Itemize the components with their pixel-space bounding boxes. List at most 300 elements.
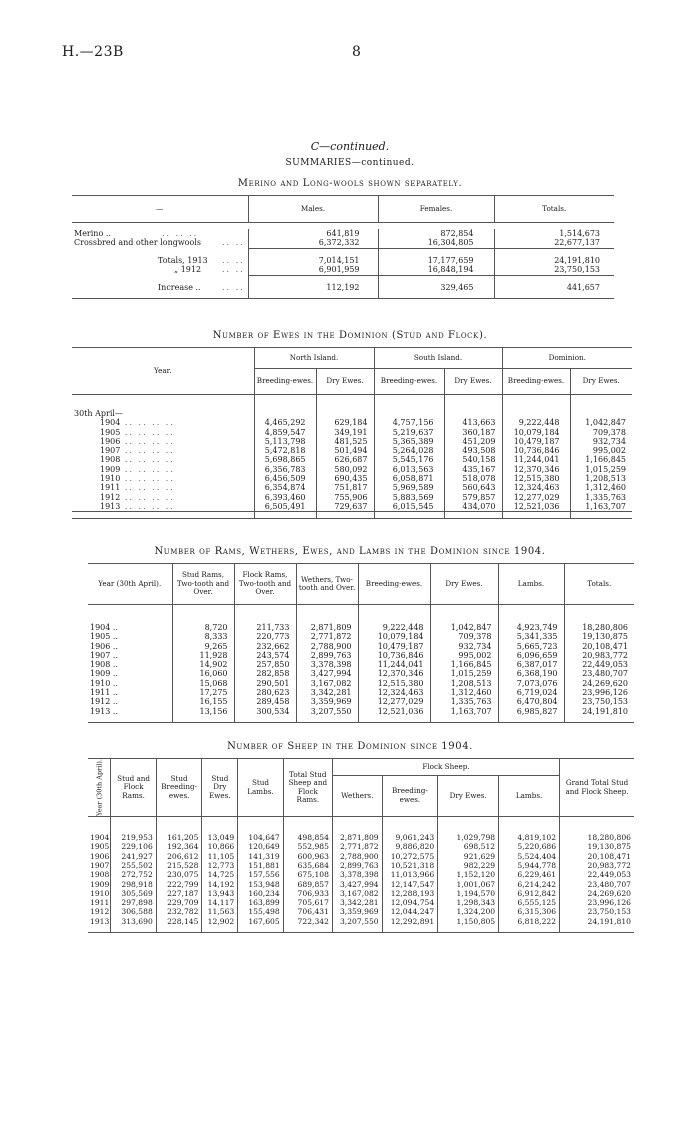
table3-head: Year (30th April). [98, 578, 162, 588]
table-row [88, 707, 634, 716]
cell-females: 16,304,805 [378, 238, 494, 248]
cell-value: 104,647 [238, 833, 283, 842]
row-year: 1905 .. .. .. .. [100, 427, 175, 437]
table2-head-north: North Island. [254, 348, 374, 369]
cell-value: 219,953 [111, 833, 156, 842]
cell-value: 11,244,041 [358, 660, 430, 669]
cell-value: 4,923,749 [498, 623, 564, 632]
cell-value: 2,771,872 [332, 842, 382, 851]
row-year: 1910 .. .. .. .. [100, 474, 175, 484]
cell-value: 579,857 [444, 493, 502, 502]
cell-value: 229,106 [111, 842, 156, 851]
cell-totals: 1,514,673 [494, 229, 614, 238]
cell-value: 297,898 [111, 898, 156, 907]
table-row [88, 660, 634, 669]
cell-value: 160,234 [238, 889, 283, 898]
table-row [72, 265, 614, 275]
table-row [88, 623, 634, 632]
cell-value: 751,817 [316, 483, 374, 492]
row-label: Merino .. [74, 229, 111, 238]
table2-sub: Breeding-ewes. [374, 369, 444, 395]
cell-value: 12,324,463 [502, 483, 570, 492]
table2-sub: Dry Ewes. [444, 369, 502, 395]
cell-value: 11,013,966 [382, 870, 438, 879]
cell-value: 6,818,222 [499, 917, 560, 926]
cell-value: 1,015,259 [430, 669, 498, 678]
row-dots: .. .. [222, 283, 245, 293]
cell-value: 5,883,569 [374, 493, 444, 502]
cell-value: 289,458 [234, 697, 296, 706]
year-value: 1906 [100, 436, 121, 446]
merino-longwools-table [72, 195, 614, 299]
table1-head-females: Females. [378, 196, 494, 223]
cell-value: 305,569 [111, 889, 156, 898]
cell-value: 1,324,200 [438, 907, 499, 916]
cell-value: 689,857 [283, 880, 332, 889]
table4-head-flock-col: Wethers. [332, 775, 382, 816]
cell-value: 228,145 [156, 917, 202, 926]
cell-value: 6,470,804 [498, 697, 564, 706]
cell-value: 1,150,805 [438, 917, 499, 926]
cell-value: 6,214,242 [499, 880, 560, 889]
cell-value: 163,899 [238, 898, 283, 907]
row-year: 1910 [90, 888, 110, 898]
cell-females: 16,848,194 [378, 265, 494, 275]
cell-value: 2,899,763 [296, 651, 358, 660]
cell-value: 12,147,547 [382, 880, 438, 889]
table2-sub: Breeding-ewes. [502, 369, 570, 395]
table-row [72, 238, 614, 248]
cell-value: 20,983,772 [564, 651, 634, 660]
cell-value: 11,563 [202, 907, 238, 916]
table4-head-flock-col: Lambs. [499, 775, 560, 816]
row-year: 1904 .. .. .. .. [100, 418, 175, 428]
row-dots: .. .. .. [162, 229, 199, 238]
cell-value: 10,479,187 [358, 642, 430, 651]
document-reference: H.—23B [62, 44, 124, 60]
cell-males: 112,192 [248, 283, 378, 299]
cell-value: 298,918 [111, 880, 156, 889]
cell-value: 560,643 [444, 483, 502, 492]
cell-value: 2,771,872 [296, 632, 358, 641]
cell-value: 15,068 [172, 679, 234, 688]
cell-value: 705,617 [283, 898, 332, 907]
cell-value: 17,275 [172, 688, 234, 697]
cell-females: 329,465 [378, 283, 494, 299]
table-row [88, 898, 634, 907]
cell-value: 349,191 [316, 428, 374, 437]
cell-value: 12,277,029 [358, 697, 430, 706]
table-row [88, 679, 634, 688]
cell-value: 9,886,820 [382, 842, 438, 851]
cell-value: 1,015,259 [570, 465, 632, 474]
cell-value: 12,094,754 [382, 898, 438, 907]
row-year: 1907 .. .. .. .. [100, 446, 175, 456]
cell-value: 5,524,404 [499, 852, 560, 861]
table1-head-blank: — [156, 203, 164, 213]
cell-value: 192,364 [156, 842, 202, 851]
cell-value: 20,983,772 [560, 861, 634, 870]
cell-value: 151,881 [238, 861, 283, 870]
cell-value: 232,662 [234, 642, 296, 651]
row-dots: .. .. [222, 256, 245, 266]
table-row [72, 418, 632, 427]
cell-value: 13,156 [172, 707, 234, 716]
table1-head-totals: Totals. [494, 196, 614, 223]
cell-value: 921,629 [438, 852, 499, 861]
cell-value: 5,698,865 [254, 455, 316, 464]
cell-value: 22,449,053 [560, 870, 634, 879]
cell-value: 2,899,763 [332, 861, 382, 870]
row-year: 1909 .. .. .. .. [100, 464, 175, 474]
cell-value: 10,272,575 [382, 852, 438, 861]
cell-value: 120,649 [238, 842, 283, 851]
row-year: 1904 .. [90, 623, 118, 632]
cell-value: 9,061,243 [382, 833, 438, 842]
cell-value: 3,427,994 [332, 880, 382, 889]
cell-value: 229,709 [156, 898, 202, 907]
cell-value: 215,528 [156, 861, 202, 870]
cell-value: 5,113,798 [254, 437, 316, 446]
table-end [72, 512, 632, 519]
row-dots: .. .. [222, 238, 245, 248]
cell-value: 3,378,398 [296, 660, 358, 669]
cell-value: 300,534 [234, 707, 296, 716]
table3-head: Totals. [564, 564, 634, 605]
cell-value: 12,277,029 [502, 493, 570, 502]
table-row [88, 688, 634, 697]
table4-head-stud: Stud and Flock Rams. [111, 759, 156, 817]
cell-value: 230,075 [156, 870, 202, 879]
cell-value: 3,167,082 [296, 679, 358, 688]
cell-value: 1,166,845 [430, 660, 498, 669]
row-dots: .. .. [222, 265, 245, 275]
cell-value: 1,312,460 [430, 688, 498, 697]
row-year: 1911 .. [90, 688, 118, 698]
cell-females: 872,854 [378, 229, 494, 238]
cell-value: 6,985,827 [498, 707, 564, 716]
cell-value: 313,690 [111, 917, 156, 926]
cell-value: 2,788,900 [332, 852, 382, 861]
row-year: 1906 .. [90, 641, 118, 651]
cell-value: 1,312,460 [570, 483, 632, 492]
table-row [72, 437, 632, 446]
cell-value: 6,354,874 [254, 483, 316, 492]
table-row [88, 852, 634, 861]
cell-totals: 23,750,153 [494, 265, 614, 275]
cell-value: 5,264,028 [374, 446, 444, 455]
cell-value: 1,166,845 [570, 455, 632, 464]
cell-value: 3,342,281 [296, 688, 358, 697]
row-year: 1913 [90, 916, 110, 926]
row-year: 1913 .. [90, 706, 118, 716]
cell-value: 206,612 [156, 852, 202, 861]
cell-value: 6,013,563 [374, 465, 444, 474]
table-row [72, 465, 632, 474]
year-value: 1908 [100, 455, 121, 465]
row-year: 1907 .. [90, 650, 118, 660]
cell-value: 3,359,969 [296, 697, 358, 706]
cell-value: 5,341,335 [498, 632, 564, 641]
cell-value: 153,948 [238, 880, 283, 889]
cell-value: 18,280,806 [560, 833, 634, 842]
cell-value: 167,605 [238, 917, 283, 926]
table-row [72, 502, 632, 512]
table-row [72, 493, 632, 502]
cell-value: 706,933 [283, 889, 332, 898]
page-number: 8 [352, 44, 361, 60]
cell-value: 3,342,281 [332, 898, 382, 907]
cell-males: 6,901,959 [248, 265, 378, 275]
cell-value: 626,687 [316, 455, 374, 464]
cell-value: 14,725 [202, 870, 238, 879]
cell-value: 11,244,041 [502, 455, 570, 464]
cell-value: 11,928 [172, 651, 234, 660]
cell-value: 1,163,707 [570, 502, 632, 512]
cell-value: 12,324,463 [358, 688, 430, 697]
row-year: 1906 .. .. .. .. [100, 436, 175, 446]
table3-head: Wethers, Two-tooth and Over. [296, 564, 358, 605]
cell-value: 706,431 [283, 907, 332, 916]
cell-value: 12,515,380 [502, 474, 570, 483]
table2-head-dominion: Dominion. [502, 348, 632, 369]
row-year: 1908 [90, 870, 110, 880]
cell-value: 232,782 [156, 907, 202, 916]
cell-value: 24,191,810 [564, 707, 634, 716]
cell-value: 1,042,847 [430, 623, 498, 632]
cell-value: 4,819,102 [499, 833, 560, 842]
cell-value: 995,002 [430, 651, 498, 660]
row-year: 1909 [90, 879, 110, 889]
table-row [88, 917, 634, 926]
cell-value: 5,220,686 [499, 842, 560, 851]
cell-value: 3,427,994 [296, 669, 358, 678]
table-row [88, 861, 634, 870]
cell-value: 23,480,707 [564, 669, 634, 678]
cell-totals: 24,191,810 [494, 256, 614, 265]
table-row [88, 697, 634, 706]
cell-value: 8,333 [172, 632, 234, 641]
cell-value: 6,555,125 [499, 898, 560, 907]
cell-value: 12,370,346 [502, 465, 570, 474]
row-year: 1910 .. [90, 678, 118, 688]
cell-value: 493,508 [444, 446, 502, 455]
cell-value: 272,752 [111, 870, 156, 879]
cell-value: 220,773 [234, 632, 296, 641]
table3-head: Flock Rams, Two-tooth and Over. [234, 564, 296, 605]
cell-value: 23,750,153 [564, 697, 634, 706]
table3-head: Stud Rams, Two-tooth and Over. [172, 564, 234, 605]
cell-value: 12,292,891 [382, 917, 438, 926]
cell-value: 257,850 [234, 660, 296, 669]
cell-value: 10,079,184 [502, 428, 570, 437]
table4-head-stud: Total Stud Sheep and Flock Rams. [283, 759, 332, 817]
cell-value: 5,545,176 [374, 455, 444, 464]
cell-value: 8,720 [172, 623, 234, 632]
cell-value: 518,078 [444, 474, 502, 483]
cell-value: 12,521,036 [358, 707, 430, 716]
table2-sub: Dry Ewes. [570, 369, 632, 395]
cell-value: 9,222,448 [502, 418, 570, 427]
table2-head-south: South Island. [374, 348, 502, 369]
table4-head-year: Year (30th April). [88, 759, 111, 817]
cell-value: 23,480,707 [560, 880, 634, 889]
row-year: 1911 .. .. .. .. [100, 483, 175, 493]
cell-value: 722,342 [283, 917, 332, 926]
cell-value: 14,902 [172, 660, 234, 669]
ewes-table [72, 347, 632, 519]
cell-value: 157,556 [238, 870, 283, 879]
table-row [88, 669, 634, 678]
cell-value: 6,505,491 [254, 502, 316, 512]
cell-value: 698,512 [438, 842, 499, 851]
table-row [88, 642, 634, 651]
cell-value: 10,521,318 [382, 861, 438, 870]
table4-head-stud: Stud Dry Ewes. [202, 759, 238, 817]
table-row [88, 842, 634, 851]
cell-value: 6,015,545 [374, 502, 444, 512]
cell-value: 211,733 [234, 623, 296, 632]
table1-head-males: Males. [248, 196, 378, 223]
cell-value: 434,070 [444, 502, 502, 512]
cell-value: 12,044,247 [382, 907, 438, 916]
cell-males: 641,819 [248, 229, 378, 238]
cell-value: 413,663 [444, 418, 502, 427]
year-value: 1904 [100, 418, 121, 428]
table3-head: Lambs. [498, 564, 564, 605]
table-row [72, 446, 632, 455]
cell-value: 282,858 [234, 669, 296, 678]
cell-value: 9,222,448 [358, 623, 430, 632]
cell-value: 709,378 [430, 632, 498, 641]
cell-value: 3,167,082 [332, 889, 382, 898]
rams-wethers-ewes-lambs-table [88, 563, 634, 723]
cell-value: 19,130,875 [560, 842, 634, 851]
cell-value: 6,719,024 [498, 688, 564, 697]
cell-value: 1,029,798 [438, 833, 499, 842]
table4-title: Number of Sheep in the Dominion since 1904. [227, 741, 473, 752]
row-year: 1906 [90, 851, 110, 861]
cell-value: 3,207,550 [332, 917, 382, 926]
cell-value: 7,073,076 [498, 679, 564, 688]
cell-value: 629,184 [316, 418, 374, 427]
cell-value: 1,208,513 [430, 679, 498, 688]
cell-value: 290,501 [234, 679, 296, 688]
cell-value: 14,117 [202, 898, 238, 907]
cell-value: 3,359,969 [332, 907, 382, 916]
cell-value: 540,158 [444, 455, 502, 464]
cell-value: 13,943 [202, 889, 238, 898]
table-row [88, 889, 634, 898]
cell-value: 10,866 [202, 842, 238, 851]
cell-value: 6,387,017 [498, 660, 564, 669]
row-year: 1904 [90, 833, 110, 843]
year-value: 1905 [100, 427, 121, 437]
cell-value: 5,944,778 [499, 861, 560, 870]
cell-value: 5,665,723 [498, 642, 564, 651]
cell-value: 932,734 [430, 642, 498, 651]
cell-value: 360,187 [444, 428, 502, 437]
cell-value: 306,588 [111, 907, 156, 916]
cell-value: 13,049 [202, 833, 238, 842]
table2-head-year: Year. [72, 348, 254, 395]
row-year: 1912 .. .. .. .. [100, 492, 175, 502]
cell-value: 6,368,190 [498, 669, 564, 678]
row-label: „ 1912 [174, 265, 202, 275]
cell-value: 19,130,875 [564, 632, 634, 641]
table-row [72, 455, 632, 464]
cell-value: 12,902 [202, 917, 238, 926]
cell-value: 675,108 [283, 870, 332, 879]
cell-value: 6,393,460 [254, 493, 316, 502]
cell-value: 5,969,589 [374, 483, 444, 492]
cell-value: 227,187 [156, 889, 202, 898]
year-value: 1909 [100, 464, 121, 474]
cell-value: 4,757,156 [374, 418, 444, 427]
cell-value: 435,167 [444, 465, 502, 474]
table1-title: Merino and Long-wools shown separately. [237, 178, 463, 189]
cell-value: 2,871,809 [332, 833, 382, 842]
row-year: 1905 [90, 842, 110, 852]
cell-value: 451,209 [444, 437, 502, 446]
cell-value: 280,623 [234, 688, 296, 697]
cell-value: 6,456,509 [254, 474, 316, 483]
year-value: 1907 [100, 446, 121, 456]
cell-value: 24,269,620 [560, 889, 634, 898]
table2-sub: Dry Ewes. [316, 369, 374, 395]
cell-value: 3,378,398 [332, 870, 382, 879]
cell-value: 24,191,810 [560, 917, 634, 926]
cell-value: 12,370,346 [358, 669, 430, 678]
cell-value: 5,365,389 [374, 437, 444, 446]
table-row [88, 651, 634, 660]
cell-value: 4,859,547 [254, 428, 316, 437]
cell-value: 729,637 [316, 502, 374, 512]
cell-value: 10,736,846 [502, 446, 570, 455]
cell-value: 16,155 [172, 697, 234, 706]
cell-value: 600,963 [283, 852, 332, 861]
cell-value: 10,479,187 [502, 437, 570, 446]
cell-males: 7,014,151 [248, 256, 378, 265]
cell-value: 24,269,620 [564, 679, 634, 688]
cell-value: 1,001,067 [438, 880, 499, 889]
cell-value: 552,985 [283, 842, 332, 851]
cell-totals: 441,657 [494, 283, 614, 299]
cell-value: 580,092 [316, 465, 374, 474]
cell-value: 255,502 [111, 861, 156, 870]
row-year: 1909 .. [90, 669, 118, 679]
cell-value: 6,356,783 [254, 465, 316, 474]
cell-value: 14,192 [202, 880, 238, 889]
row-year: 1912 [90, 907, 110, 917]
cell-value: 755,906 [316, 493, 374, 502]
row-label: Totals, 1913 [158, 256, 208, 266]
table-row [88, 632, 634, 641]
cell-value: 932,734 [570, 437, 632, 446]
table4-head-flock: Flock Sheep. [332, 759, 559, 776]
table-row [72, 256, 614, 265]
cell-value: 161,205 [156, 833, 202, 842]
cell-value: 2,871,809 [296, 623, 358, 632]
cell-value: 5,472,818 [254, 446, 316, 455]
table4-head-flock-col: Dry Ewes. [438, 775, 499, 816]
year-value: 1911 [100, 483, 121, 493]
cell-value: 12,515,380 [358, 679, 430, 688]
cell-value: 1,335,763 [570, 493, 632, 502]
row-year: 1905 .. [90, 632, 118, 642]
cell-value: 6,058,871 [374, 474, 444, 483]
row-year: 1911 [90, 898, 110, 908]
